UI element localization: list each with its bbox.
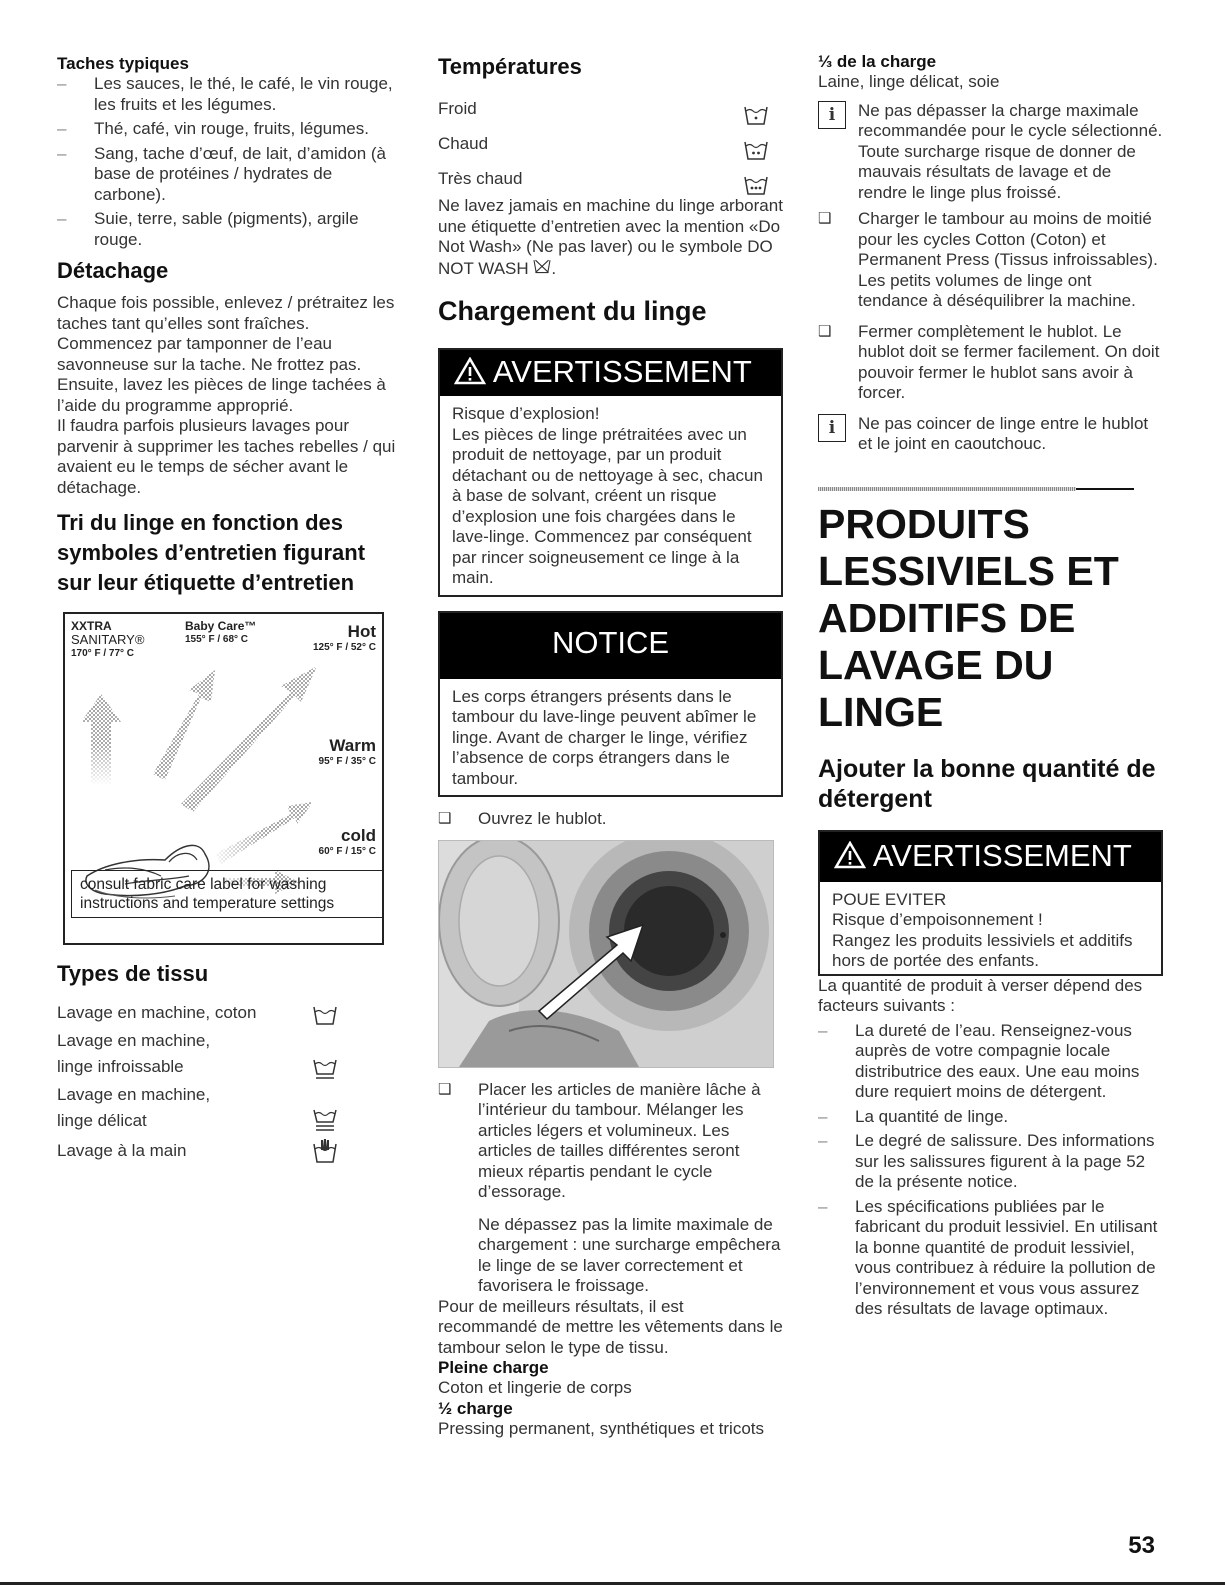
label-cold: cold	[341, 826, 376, 845]
label-hot-temp: 125° F / 52° C	[312, 642, 376, 653]
column-2	[438, 52, 783, 1439]
warning-line: POUE EVITER	[832, 889, 947, 909]
column-1	[57, 52, 402, 1164]
table-row: Chaud	[438, 126, 768, 161]
label-warm-temp: 95° F / 35° C	[318, 756, 376, 767]
washtub-2dot-icon	[744, 139, 768, 161]
washtub-1dot-icon	[744, 104, 768, 126]
column-3	[818, 52, 1163, 1320]
washtub-delicate-icon	[313, 1108, 337, 1134]
do-not-wash-icon	[533, 258, 551, 274]
notice-title: NOTICE	[440, 613, 781, 679]
pleine-charge-title: Pleine charge	[438, 1358, 549, 1377]
table-row: Lavage en machine, linge délicat	[57, 1082, 337, 1134]
table-row: Lavage à la main	[57, 1138, 337, 1164]
notice-box	[438, 611, 783, 798]
chargement-title: Chargement du linge	[438, 296, 707, 326]
list-item: – La quantité de linge.	[818, 1106, 1009, 1126]
label-babycare-temp: 155° F / 68° C	[185, 634, 249, 645]
label-cold-temp: 60° F / 15° C	[318, 846, 376, 857]
washtub-3dot-icon	[744, 174, 768, 196]
warning-triangle-icon	[454, 357, 486, 385]
list-item: – Le degré de salissure. Des informations sur les salissures figurent à la page 52 de la présente notice.	[818, 1131, 1155, 1191]
info-icon: i	[818, 414, 846, 442]
label-hot: Hot	[347, 622, 376, 641]
checklist-item: ❑ Charger le tambour au moins de moitié pour les cycles Cotton (Coton) et Permanent Press (Tissus infroissables). Les petits volumes de linge ont tendance à déséquilibrer la machine.	[818, 209, 1158, 310]
warning-line: Risque d’empoisonnement !	[832, 910, 1043, 929]
label-sanitary-temp: 170° F / 77° C	[71, 648, 135, 659]
pour-text: Pour de meilleurs résultats, il est recommandé de mettre les vêtements dans le tambour selon le type de tissu.	[438, 1296, 783, 1357]
tiers-charge-text: Laine, linge délicat, soie	[818, 72, 1000, 91]
warning-line: Les pièces de linge prétraitées avec un produit de nettoyage, par un produit détachant ou de nettoyage à sec, chacun à base de solvant, créent un risque d’explosion une fois chargées dans le lave-linge. Commencez par conséquent par rincer soigneusement ce linge à la main.	[452, 424, 763, 587]
info-icon: i	[818, 101, 846, 129]
table-row: Lavage en machine, coton	[57, 1000, 337, 1026]
checklist-item: ❑ Placer les articles de manière lâche à l’intérieur du tambour. Mélanger les articles légers et volumineux. Les articles de tailles différentes seront mieux répartis pendant le cycle d’essorage.	[438, 1079, 761, 1201]
list-item: – Thé, café, vin rouge, fruits, légumes.	[57, 119, 369, 138]
notice-text: Les corps étrangers présents dans le tambour du lave-linge peuvent abîmer le linge. Avant de charger le linge, vérifiez l’absence de corps étrangers dans le tambour.	[452, 686, 757, 788]
detachage-title: Détachage	[57, 258, 169, 283]
info-note: i Ne pas dépasser la charge maximale recommandée pour le cycle sélectionné. Toute surcharge risque de donner de mauvais résultats de lavage et de rendre le linge plus froissé.	[818, 101, 1163, 204]
checklist-item: ❑ Fermer complètement le hublot. Le hublot doit se fermer facilement. On doit pouvoir fermer le hublot sans avoir à forcer.	[818, 321, 1160, 402]
list-item: – Suie, terre, sable (pigments), argile rouge.	[57, 209, 359, 249]
taches-title: Taches typiques	[57, 54, 189, 73]
table-row: Très chaud	[438, 161, 768, 196]
figure-caption: consult fabric care label for washing instructions and temperature settings	[71, 870, 382, 918]
demi-charge-text: Pressing permanent, synthétiques et tricots	[438, 1418, 764, 1438]
types-table	[57, 1000, 337, 1164]
temperature-note: Ne lavez jamais en machine du linge arborant une étiquette d’entretien avec la mention «Do Not Wash» (Ne pas laver) ou le symbole DO NOT WASH .	[438, 196, 783, 278]
types-title: Types de tissu	[57, 961, 209, 986]
overload-note: Ne dépassez pas la limite maximale de chargement : une surcharge empêchera le linge de se laver correctement et favorisera le froissage.	[478, 1214, 781, 1295]
washtub-icon	[313, 1004, 337, 1026]
demi-charge-title: ½ charge	[438, 1398, 513, 1418]
checklist-item: ❑ Ouvrez le hublot.	[438, 809, 607, 828]
table-row: Lavage en machine, linge infroissable	[57, 1028, 337, 1080]
detachage-body: Chaque fois possible, enlevez / prétraitez les taches tant qu’elles sont fraîches. Commencez par tamponner de l’eau savonneuse sur la tache. Ne frottez pas. Ensuite, lavez les pièces de linge tachées à l’aide du programme approprié. Il faudra parfois plusieurs lavages pour parvenir à supprimer les taches rebelles / qui avaient eu le temps de sécher avant le détachage.	[57, 293, 396, 497]
label-xxtra: XXTRA	[71, 619, 112, 633]
factors-list	[818, 1021, 1163, 1320]
washer-drum-image	[439, 841, 773, 1067]
label-sanitary: SANITARY®	[71, 632, 145, 647]
care-temperature-figure	[63, 612, 384, 945]
temperature-table	[438, 91, 768, 196]
warning-line: Rangez les produits lessiviels et additifs hors de portée des enfants.	[832, 930, 1133, 970]
list-item: – Sang, tache d’œuf, de lait, d’amidon (à base de protéines / hydrates de carbone).	[57, 143, 386, 204]
warning-line: Risque d’explosion!	[452, 404, 600, 423]
pleine-charge-text: Coton et lingerie de corps	[438, 1378, 632, 1397]
warning-title: AVERTISSEMENT	[872, 837, 1132, 873]
quantite-intro: La quantité de produit à verser dépend des facteurs suivants :	[818, 975, 1143, 1015]
label-warm: Warm	[329, 736, 376, 755]
washer-door-illustration	[438, 840, 774, 1068]
produits-title: PRODUITS LESSIVIELS ET ADDITIFS DE LAVAGE DU LINGE	[818, 500, 1119, 735]
page-number: 53	[1128, 1532, 1155, 1559]
table-row: Froid	[438, 91, 768, 126]
warning-triangle-icon	[834, 841, 866, 869]
label-babycare: Baby Care™	[185, 619, 257, 633]
list-item: – La dureté de l’eau. Renseignez-vous auprès de votre compagnie locale distributrice des eaux. Une eau moins dure requiert moins de détergent.	[818, 1020, 1140, 1101]
warning-box-poison	[818, 830, 1163, 976]
list-item: – Les spécifications publiées par le fabricant du produit lessiviel. En utilisant la bonne quantité de produit lessiviel, vous contribuez à réduire la pollution de l’environnement et vous vous assurez des résultats de lavage optimaux.	[818, 1196, 1158, 1318]
ajouter-title: Ajouter la bonne quantité de détergent	[818, 754, 1156, 813]
info-note: i Ne pas coincer de linge entre le hublot et le joint en caoutchouc.	[818, 414, 1163, 455]
washtub-permanent-press-icon	[313, 1058, 337, 1080]
washtub-hand-icon	[313, 1138, 337, 1164]
warning-box-explosion	[438, 348, 783, 597]
warning-title: AVERTISSEMENT	[492, 354, 752, 389]
temperatures-title: Températures	[438, 54, 582, 79]
section-divider	[818, 487, 1134, 491]
tiers-charge-title: ⅓ de la charge	[818, 52, 937, 71]
list-item: – Les sauces, le thé, le café, le vin rouge, les fruits et les légumes.	[57, 74, 393, 114]
tri-title: Tri du linge en fonction des symboles d’entretien figurant sur leur étiquette d’entretien	[57, 510, 366, 595]
